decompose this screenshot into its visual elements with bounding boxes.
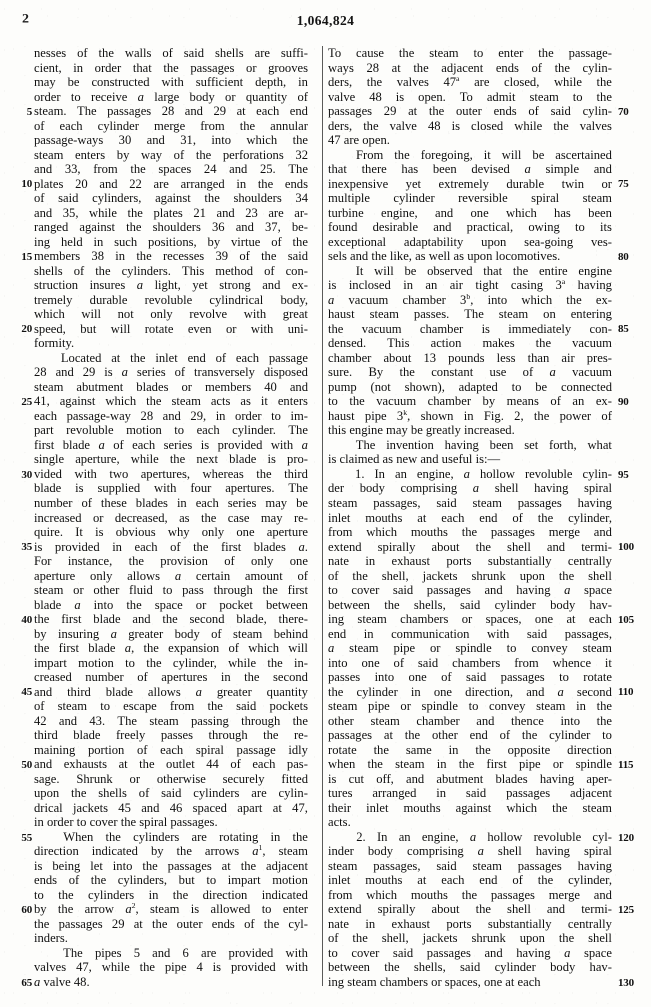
line-number: 80 [618,250,629,263]
line-number: 15 [21,250,32,263]
text-line: shells of the cylinders. This method of con- [34,263,308,278]
text-line: between the shells, said cylinder body hav- [328,960,612,975]
line-number: 10 [21,178,32,191]
text-line: sage. Shrunk or otherwise securely fitted [34,771,308,786]
text-line: a valve 48. [34,975,90,989]
text-line: between the shells, said cylinder body hav- [328,597,612,612]
text-line: rotate the same in the opposite direction [328,742,612,757]
text-line: of said cylinders, against the shoulders 34 [34,191,308,206]
text-line: haust steam passes. The steam on entering [328,307,612,322]
text-line: inders. [34,931,68,946]
text-line: chamber about 13 pounds less than air pres- [328,350,612,365]
text-line: turbine engine, and one which has been [328,205,612,220]
text-line: acts. [328,815,351,830]
text-line: of steam to escape from the said pockets [34,699,308,714]
text-line: 41, against which the steam acts as it enters [34,394,308,409]
text-line: nate in exhaust ports substantially centrally [328,554,612,569]
text-line: upon the shells of said cylinders are cylin- [34,786,308,801]
text-line: steam passages, said steam passages having [328,495,612,510]
text-line: quire. It is obvious why only one aperture [34,525,308,540]
page-number-mark: 2 [22,12,29,27]
line-number: 45 [21,686,32,699]
text-line: and 33, from the spaces 24 and 25. The [34,162,308,177]
text-line: When the cylinders are rotating in the [63,829,308,844]
text-line: this engine may be greatly increased. [328,423,515,438]
line-number: 35 [21,541,32,554]
text-line: 28 and 29 is a series of transversely disposed [34,365,308,380]
line-number: 25 [21,395,32,408]
text-line: is claimed as new and useful is:— [328,452,501,467]
text-line: inlet mouths at each end of the cylinder, [328,873,612,888]
text-line: impart motion to the cylinder, while the in- [34,655,308,670]
text-line: members 38 in the recesses 39 of the said [34,249,308,264]
line-number: 125 [618,904,634,917]
text-line: third blade freely passes through the re- [34,728,308,743]
line-number: 5 [26,105,32,118]
line-number: 75 [618,178,629,191]
line-number: 30 [21,468,32,481]
patent-number-heading: 1,064,824 [296,13,355,28]
text-line: cient, in order that the passages or grooves [34,60,308,75]
text-line: order to receive a large body or quantity of [34,89,308,104]
line-number: 105 [618,613,634,626]
text-column-right [326,46,651,1004]
column-right-body [328,46,612,990]
text-line: 47 are open. [328,133,390,148]
text-line: may be constructed with sufficient depth, in [34,75,308,90]
text-line: and third blade allows a greater quantity [34,684,308,699]
text-line: blade is supplied with four apertures. The [34,481,308,496]
text-line: other steam chamber and thence into the [328,713,612,728]
text-line: 2. In an engine, a hollow revoluble cyl- [356,829,612,844]
text-line: of the shell, jackets shrunk upon the shell [328,568,612,583]
text-line: a vacuum chamber 3$^b$, into which the ex- [328,291,612,307]
text-line: the cylinder in one direction, and a second [328,684,612,699]
line-number: 120 [618,831,634,844]
line-number: 65 [21,976,32,989]
text-line: part revoluble motion to each cylinder. The [34,423,308,438]
text-line: blade a into the space or pocket between [34,597,308,612]
line-number: 55 [21,831,32,844]
text-line: direction indicated by the arrows $a^1$, steam [34,843,308,859]
text-line: by insuring a greater body of steam behind [34,626,308,641]
text-line: passages at the other end of the cylinder to [328,728,612,743]
text-column-left [0,46,318,1004]
text-line: is inclosed in an air tight casing 3$^a$ having [328,277,612,293]
text-line: the first blade a, the expansion of which will [34,641,308,656]
text-line: which will not only revolve with great [34,307,308,322]
line-number: 130 [618,976,634,989]
text-line: their inlet mouths against which the steam [328,800,612,815]
text-line: pump (not shown), adapted to be connected [328,379,612,394]
text-line: steam enters by way of the perforations 32 [34,147,308,162]
text-line: a steam pipe or spindle to convey steam [328,641,612,656]
text-line: passes into one of said passages to rotate [328,670,612,685]
text-line: inlet mouths at each end of the cylinder, [328,510,612,525]
text-line: of the shell, jackets shrunk upon the shell [328,931,612,946]
text-line: densed. This action makes the vacuum [328,336,612,351]
text-line: For instance, the provision of only one [34,554,308,569]
text-line: multiple cylinder reversible spiral steam [328,191,612,206]
text-line: is provided in each of the first blades a. [34,539,308,554]
text-line: found desirable and practical, owing to its [328,220,612,235]
text-line: nesses of the walls of said shells are suffi- [34,46,308,60]
text-line: ways 28 at the adjacent ends of the cylin- [328,60,612,75]
text-line: To cause the steam to enter the passage- [328,46,612,60]
line-number: 50 [21,758,32,771]
text-line: ders, the valve 48 is closed while the valves [328,118,612,133]
text-line: haust pipe 3$^k$, shown in Fig. 2, the power of [328,407,612,423]
text-line: inder body comprising a shell having spiral [328,844,612,859]
text-line: to the vacuum chamber by means of an ex- [328,394,612,409]
text-line: ing steam chambers or spaces, one at each [328,975,541,989]
text-line: extend spirally about the shell and termi- [328,902,612,917]
text-line: 1. In an engine, a hollow revoluble cylin- [355,466,612,481]
text-line: The invention having been set forth, what [355,437,612,452]
text-line: in order to cover the spiral passages. [34,815,218,830]
text-line: ders, the valves 47$^a$ are closed, while the [328,73,612,90]
text-line: and exhausts at the outlet 44 of each pas- [34,757,308,772]
text-line: ing held in such positions, by virtue of the [34,234,308,249]
text-line: from which mouths the passages merge and [328,525,612,540]
text-line: ranged against the shoulders 36 and 37, be- [34,220,308,235]
text-line: and 35, while the plates 21 and 23 are ar- [34,205,308,220]
text-line: that there has been devised a simple and [328,162,612,177]
text-line: into one of said chambers from whence it [328,655,612,670]
text-line: sels and the like, as well as upon locomotives. [328,249,561,264]
text-line: steam. The passages 28 and 29 at each end [34,104,308,119]
text-line: passage-ways 30 and 31, into which the [34,133,308,148]
line-number: 95 [618,468,629,481]
text-line: first blade a of each series is provided with a [34,437,308,452]
text-line: steam abutment blades or members 40 and [34,379,308,394]
text-line: each passage-way 28 and 29, in order to im- [34,408,308,423]
text-line: from which mouths the passages merge and [328,887,612,902]
text-line: der body comprising a shell having spiral [328,481,612,496]
text-line: extend spirally about the shell and termi- [328,539,612,554]
text-line: the first blade and the second blade, there- [34,612,308,627]
line-number: 90 [618,395,629,408]
text-line: creased number of apertures in the second [34,670,308,685]
text-line: exceptional adaptability upon sea-going ves- [328,234,612,249]
page-header [0,0,651,40]
text-line: tures arranged in said passages adjacent [328,786,612,801]
text-line: vided with two apertures, whereas the third [34,466,308,481]
text-line: by the arrow $a^2$, steam is allowed to enter [34,901,308,917]
text-line: when the steam in the first pipe or spindle [328,757,612,772]
line-number: 40 [21,613,32,626]
text-line: single aperture, while the next blade is pro- [34,452,308,467]
text-line: inexpensive yet extremely durable twin or [328,176,612,191]
text-line: ends of the cylinders, but to impart motion [34,873,308,888]
line-number: 60 [21,904,32,917]
line-number: 20 [21,323,32,336]
line-number: 110 [618,686,634,699]
text-line: steam or other fluid to pass through the first [34,583,308,598]
text-line: to the cylinders in the direction indicated [34,887,308,902]
text-line: aperture only allows a certain amount of [34,568,308,583]
text-line: From the foregoing, it will be ascertained [356,147,612,162]
line-number: 85 [618,323,629,336]
text-line: It will be observed that the entire engine [355,263,612,278]
text-line: passages 29 at the outer ends of said cylin- [328,104,612,119]
text-line: Located at the inlet end of each passage [60,350,308,365]
text-line: the passages 29 at the outer ends of the cyl- [34,916,308,931]
text-line: plates 20 and 22 are arranged in the ends [34,176,308,191]
text-line: is cut off, and abutment blades having aper- [328,771,612,786]
text-line: increased or decreased, as the case may re- [34,510,308,525]
text-line: to cover said passages and having a space [328,945,612,960]
text-line: drical jackets 45 and 46 spaced apart at 47, [34,800,308,815]
text-line: nate in exhaust ports substantially centrally [328,916,612,931]
text-line: of each cylinder merge from the annular [34,118,308,133]
text-line: maining portion of each spiral passage idly [34,742,308,757]
text-line: valves 47, while the pipe 4 is provided with [34,960,308,975]
text-line: ing steam chambers or spaces, one at each [328,612,612,627]
text-line: 42 and 43. The steam passing through the [34,713,308,728]
text-line: steam passages, said steam passages having [328,858,612,873]
text-line: the vacuum chamber is immediately con- [328,321,612,336]
line-number: 100 [618,541,634,554]
line-number: 115 [618,758,634,771]
text-line: is being let into the passages at the adjacent [34,858,308,873]
text-line: sure. By the constant use of a vacuum [328,365,612,380]
text-line: number of these blades in each series may be [34,495,308,510]
text-line: The pipes 5 and 6 are provided with [63,945,308,960]
line-number: 70 [618,105,629,118]
column-left-body [34,46,308,990]
text-line: valve 48 is open. To admit steam to the [328,89,612,104]
column-divider-rule [322,46,323,986]
text-line: steam pipe or spindle to convey steam in the [328,699,612,714]
text-line: formity. [34,336,75,351]
text-line: end in communication with said passages, [328,626,612,641]
text-line: tremely durable revoluble cylindrical body, [34,292,308,307]
text-line: speed, but will rotate even or with uni- [34,321,308,336]
text-line: struction insures a light, yet strong and ex- [34,278,308,293]
text-line: to cover said passages and having a space [328,583,612,598]
